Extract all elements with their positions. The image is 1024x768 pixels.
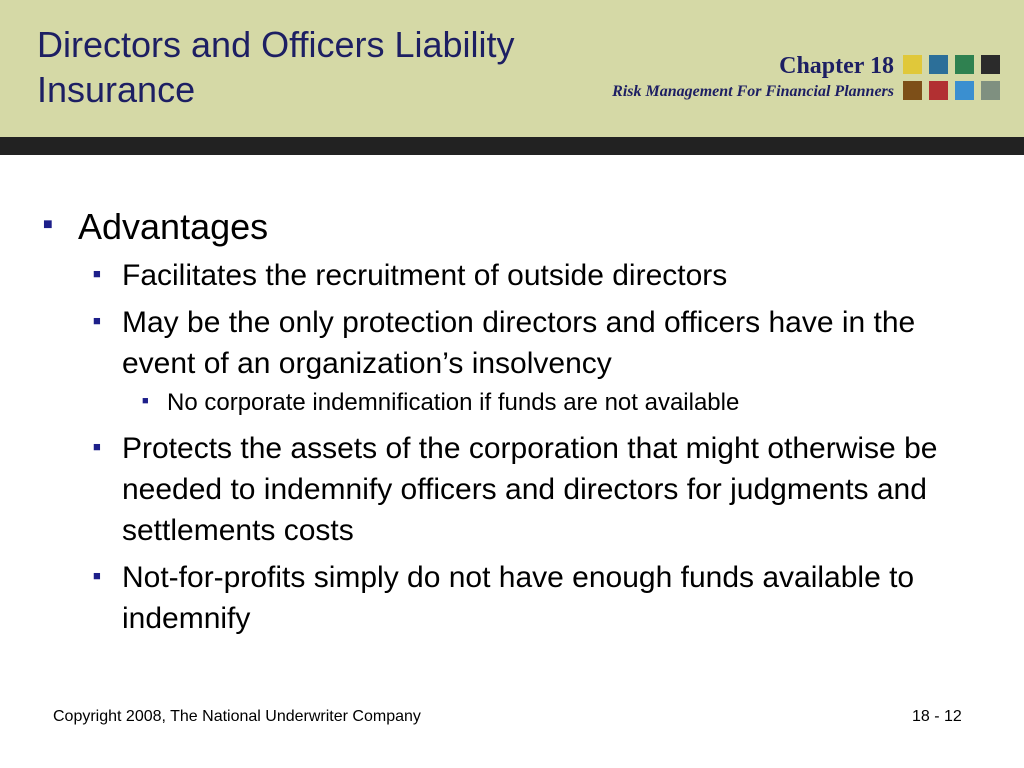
- footer-copyright: Copyright 2008, The National Underwriter Company: [53, 708, 421, 725]
- list-item: [40, 557, 990, 639]
- chapter-title: Chapter 18: [779, 53, 894, 79]
- color-swatch-1: [903, 55, 922, 74]
- list-item: [40, 428, 990, 551]
- list-item: [40, 255, 990, 296]
- color-swatch-7: [955, 81, 974, 100]
- list-item-text: Facilitates the recruitment of outside directors: [122, 259, 728, 292]
- square-bullet-icon: ■: [93, 313, 101, 328]
- page-number: 18 - 12: [912, 708, 962, 725]
- color-swatch-4: [981, 55, 1000, 74]
- color-swatch-6: [929, 81, 948, 100]
- slide-title: [37, 22, 597, 112]
- list-item-text: Protects the assets of the corporation that might otherwise be needed to indemnify officers and directors for judgments and settlements costs: [122, 432, 938, 547]
- header-rule: [0, 137, 1024, 155]
- square-bullet-icon: ■: [142, 395, 149, 407]
- list-item-text: Advantages: [78, 206, 269, 247]
- slide-title-line-1: Directors and Officers Liability: [37, 24, 515, 65]
- list-item-advantages: [40, 203, 990, 251]
- color-swatch-2: [929, 55, 948, 74]
- list-item: [40, 302, 990, 384]
- list-item-text: No corporate indemnification if funds are not available: [167, 389, 740, 416]
- list-item-text: Not-for-profits simply do not have enough funds available to indemnify: [122, 561, 915, 635]
- square-bullet-icon: ■: [93, 568, 101, 583]
- square-bullet-icon: ■: [93, 266, 101, 281]
- list-item: [40, 386, 990, 420]
- square-bullet-icon: ■: [93, 439, 101, 454]
- bullet-list: [40, 203, 990, 645]
- slide-title-line-2: Insurance: [37, 69, 196, 110]
- square-bullet-icon: ■: [43, 216, 53, 233]
- color-swatch-3: [955, 55, 974, 74]
- list-item-text: May be the only protection directors and officers have in the event of an organization’s insolvency: [122, 306, 916, 380]
- chapter-heading: [612, 52, 894, 104]
- color-swatch-8: [981, 81, 1000, 100]
- color-swatch-5: [903, 81, 922, 100]
- chapter-subtitle: Risk Management For Financial Planners: [612, 83, 894, 100]
